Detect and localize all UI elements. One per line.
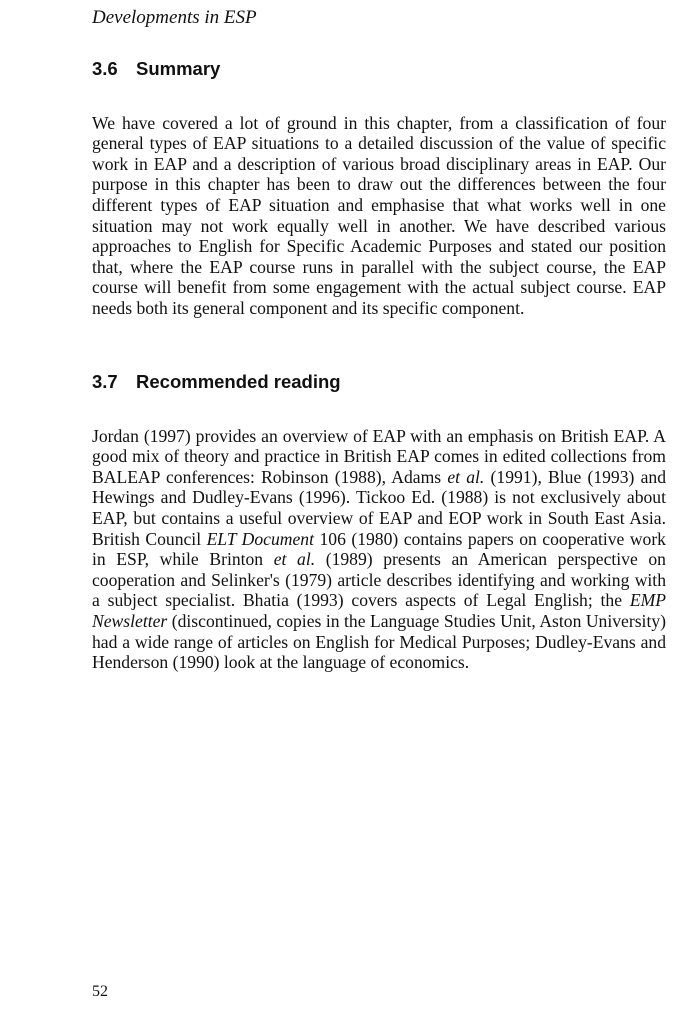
page-number: 52 <box>92 983 108 1000</box>
text-run: (1991), Blue (1993) and Hewings and Dudley-Evans (1996). Tickoo Ed. (1988) is not exclusively about EAP, but contains a useful overview of EAP and EOP work in South East Asia. British Council <box>92 466 666 549</box>
text-run: Jordan (1997) provides an overview of EAP with an emphasis on British EAP. A good mix of theory and practice in British EAP comes in edited collections from BALEAP conferences: Robinson (1988), Adams <box>92 425 666 487</box>
italic-text: ELT Document <box>206 528 314 549</box>
section-title: Recommended reading <box>136 371 341 392</box>
italic-text: EMP Newsletter <box>92 590 666 631</box>
text-run: (1989) presents an American perspective on cooperation and Selinker's (1979) article describes identifying and working with a subject specialist. Bhatia (1993) covers aspects of Legal English; the <box>92 549 666 611</box>
italic-text: et al. <box>447 466 485 487</box>
section-number: 3.7 <box>92 371 118 392</box>
text-run: (discontinued, copies in the Language Studies Unit, Aston University) had a wide range of articles on English for Medical Purposes; Dudley-Evans and Henderson (1990) look at the language of economics. <box>92 610 666 673</box>
recommended-reading-paragraph <box>92 426 666 673</box>
text-run: 106 (1980) contains papers on cooperative work in ESP, while Brinton <box>92 528 666 570</box>
section-heading-recommended-reading <box>92 370 341 394</box>
summary-paragraph: We have covered a lot of ground in this chapter, from a classification of four general types of EAP situations to a detailed discussion of the value of specific work in EAP and a description of various broad disciplinary areas in EAP. Our purpose in this chapter has been to draw out the differences between the four different types of EAP situation and emphasise that what works well in one situation may not work equally well in another. We have described various approaches to English for Specific Academic Purposes and stated our position that, where the EAP course runs in parallel with the subject course, the EAP course will benefit from some engagement with the actual subject course. EAP needs both its general component and its specific component. <box>92 112 666 318</box>
section-title: Summary <box>136 58 221 79</box>
running-head: Developments in ESP <box>92 7 257 28</box>
section-heading-summary <box>92 57 220 81</box>
section-number: 3.6 <box>92 58 118 79</box>
italic-text: et al. <box>273 549 316 570</box>
